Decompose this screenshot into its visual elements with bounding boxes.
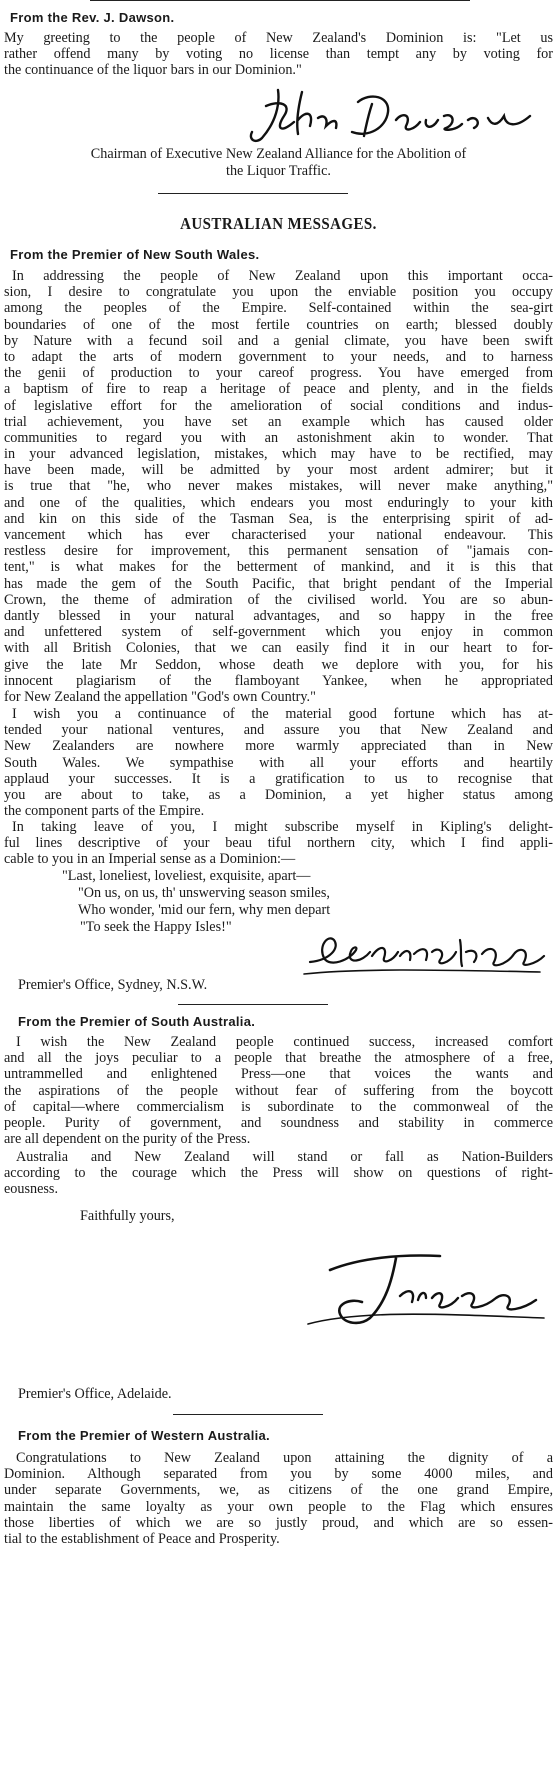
- text-line: to adapt the arts of modern government to your needs, and to harness: [4, 348, 553, 365]
- text-line: and one of the qualities, which endears you most enduringly to your kith: [4, 494, 553, 511]
- text-line: tent," is what makes for the betterment of mankind, and it is this that: [4, 559, 553, 576]
- text-line: among the peoples of the Empire. Self-contained within the sea-girt: [4, 300, 553, 317]
- wa-paragraph: [4, 1450, 553, 1547]
- sa-office: Premier's Office, Adelaide.: [18, 1386, 172, 1402]
- nsw-paragraph-3: [4, 819, 553, 868]
- wa-heading: From the Premier of Western Australia.: [18, 1428, 270, 1443]
- text-line: Dominion. Although separated from you by some 4000 miles, and: [4, 1466, 553, 1483]
- text-line: In addressing the people of New Zealand upon this important occa-: [12, 268, 553, 284]
- text-line: trial achievement, you have set an example which has caused older: [4, 413, 553, 430]
- poem-line: Who wonder, 'mid our fern, why men depart: [78, 902, 331, 918]
- text-line: have been made, will be admitted by your most ardent admirer; but it: [4, 462, 553, 479]
- text-line: the continuance of the liquor bars in our Dominion.": [4, 62, 302, 79]
- text-line: Australia and New Zealand will stand or fall as Nation-Builders: [16, 1149, 553, 1165]
- top-rule: [90, 0, 470, 1]
- text-line: I wish you a continuance of the material good fortune which has at-: [12, 706, 553, 722]
- text-line: and kin on this side of the Tasman Sea, is the enterprising spirit of ad-: [4, 510, 553, 527]
- poem-line: "On us, on us, th' unswerving season smiles,: [78, 885, 330, 901]
- dawson-heading: From the Rev. J. Dawson.: [10, 10, 175, 25]
- text-line: Congratulations to New Zealand upon attaining the dignity of a: [16, 1450, 553, 1466]
- text-line: dantly blessed in your natural advantages, and so happy in the free: [4, 607, 553, 624]
- text-line: maintain the same loyalty as your own people to the Flag which ensures: [4, 1498, 553, 1515]
- sa-paragraph-1: [4, 1034, 553, 1147]
- sa-closing: Faithfully yours,: [80, 1208, 175, 1224]
- text-line: give the late Mr Seddon, whose death we deplore with you, for his: [4, 656, 553, 673]
- text-line: the aspirations of the people without fear of suffering from the boycott: [4, 1082, 553, 1099]
- text-line: of capital—where commercialism is subordinate to the commonweal of the: [4, 1098, 553, 1115]
- dawson-message: [4, 30, 553, 79]
- text-line: and all the joys peculiar to a people that breathe the atmosphere of a free,: [4, 1050, 553, 1067]
- text-line: innocent plagiarism of the flamboyant Yankee, when he appropriated: [4, 672, 553, 689]
- text-line: has made the gem of the South Pacific, that bright pendant of the Imperial: [4, 575, 553, 592]
- text-line: ful lines descriptive of your beau tiful northern city, which I find appli-: [4, 835, 553, 852]
- sa-paragraph-2: [4, 1149, 553, 1198]
- nsw-office: Premier's Office, Sydney, N.S.W.: [18, 977, 208, 993]
- text-line: those liberties of which we are so justly proud, and which are so essen-: [4, 1514, 553, 1531]
- text-line: New Zealanders are nowhere more warmly appreciated than in New: [4, 738, 553, 755]
- text-line: under separate Governments, we, as citizens of the one grand Empire,: [4, 1482, 553, 1499]
- sa-signature: [300, 1240, 550, 1335]
- text-line: the component parts of the Empire.: [4, 803, 205, 820]
- text-line: eousness.: [4, 1181, 58, 1198]
- nsw-paragraph-1: [4, 268, 553, 705]
- text-line: in your advanced legislation, mistakes, which may have to be rectified, may: [4, 446, 553, 463]
- divider-rule: [178, 1004, 328, 1005]
- signature-graphic: [300, 922, 550, 982]
- text-line: according to the courage which the Press will show on questions of right-: [4, 1165, 553, 1182]
- text-line: rather offend many by voting no license than tempt any by voting for: [4, 46, 553, 63]
- text-line: I wish the New Zealand people continued success, increased comfort: [16, 1034, 553, 1050]
- text-line: is true that "he, who never makes mistakes, will never make anything,": [4, 478, 553, 495]
- text-line: restless desire for improvement, this permanent sensation of "jamais con-: [4, 543, 553, 560]
- text-line: are all dependent on the purity of the Press.: [4, 1131, 251, 1148]
- title-line: the Liquor Traffic.: [226, 162, 331, 179]
- text-line: My greeting to the people of New Zealand's Dominion is: "Let us: [4, 30, 553, 46]
- title-line: Chairman of Executive New Zealand Alliance for the Abolition of: [90, 146, 467, 162]
- text-line: Crown, the theme of admiration of the civilised world. You are so abun-: [4, 591, 553, 608]
- text-line: untrammelled and enlightened Press—one that voices the wants and: [4, 1066, 553, 1083]
- text-line: for New Zealand the appellation "God's own Country.": [4, 688, 316, 705]
- text-line: cable to you in an Imperial sense as a Dominion:—: [4, 851, 296, 868]
- nsw-paragraph-2: [4, 706, 553, 819]
- signature-graphic: [300, 1240, 550, 1335]
- poem-line: "To seek the Happy Isles!": [80, 919, 232, 935]
- text-line: by Nature with a fecund soil and a genial climate, you have been swift: [4, 332, 553, 349]
- nsw-signature: [300, 922, 550, 982]
- sa-heading: From the Premier of South Australia.: [18, 1014, 256, 1029]
- text-line: and unfettered system of self-government which you enjoy in common: [4, 624, 553, 641]
- text-line: of legislative effort for the amelioration of social conditions and indus-: [4, 397, 553, 414]
- text-line: sion, I desire to congratulate you upon the enviable position you occupy: [4, 284, 553, 301]
- text-line: tial to the establishment of Peace and Prosperity.: [4, 1530, 280, 1547]
- divider-rule: [158, 193, 348, 194]
- text-line: people. Purity of government, and soundness and stability in commerce: [4, 1114, 553, 1131]
- section-title: AUSTRALIAN MESSAGES.: [180, 214, 377, 233]
- text-line: vancement which has ever characterised your national endeavour. This: [4, 527, 553, 543]
- text-line: tended your national ventures, and assure you that New Zealand and: [4, 722, 553, 739]
- text-line: you are about to take, as a Dominion, a yet higher status among: [4, 786, 553, 803]
- text-line: applaud your successes. It is a gratification to us to recognise that: [4, 770, 553, 787]
- text-line: communities to regard you with an astonishment akin to wonder. That: [4, 429, 553, 446]
- text-line: boundaries of one of the most fertile countries on earth; blessed doubly: [4, 316, 553, 333]
- text-line: In taking leave of you, I might subscribe myself in Kipling's delight-: [12, 819, 553, 835]
- nsw-heading: From the Premier of New South Wales.: [10, 247, 260, 262]
- text-line: South Wales. We sympathise with all your efforts and heartily: [4, 754, 553, 771]
- dawson-title: [0, 146, 557, 179]
- text-line: the genii of production to your careof progress. You have emerged from: [4, 365, 553, 382]
- text-line: a baptism of fire to reap a heritage of peace and plenty, and in the fields: [4, 381, 553, 398]
- divider-rule: [173, 1414, 323, 1415]
- text-line: with all British Colonies, that we can easily find it in our heart to for-: [4, 640, 553, 657]
- poem-line: "Last, loneliest, loveliest, exquisite, apart—: [62, 868, 311, 884]
